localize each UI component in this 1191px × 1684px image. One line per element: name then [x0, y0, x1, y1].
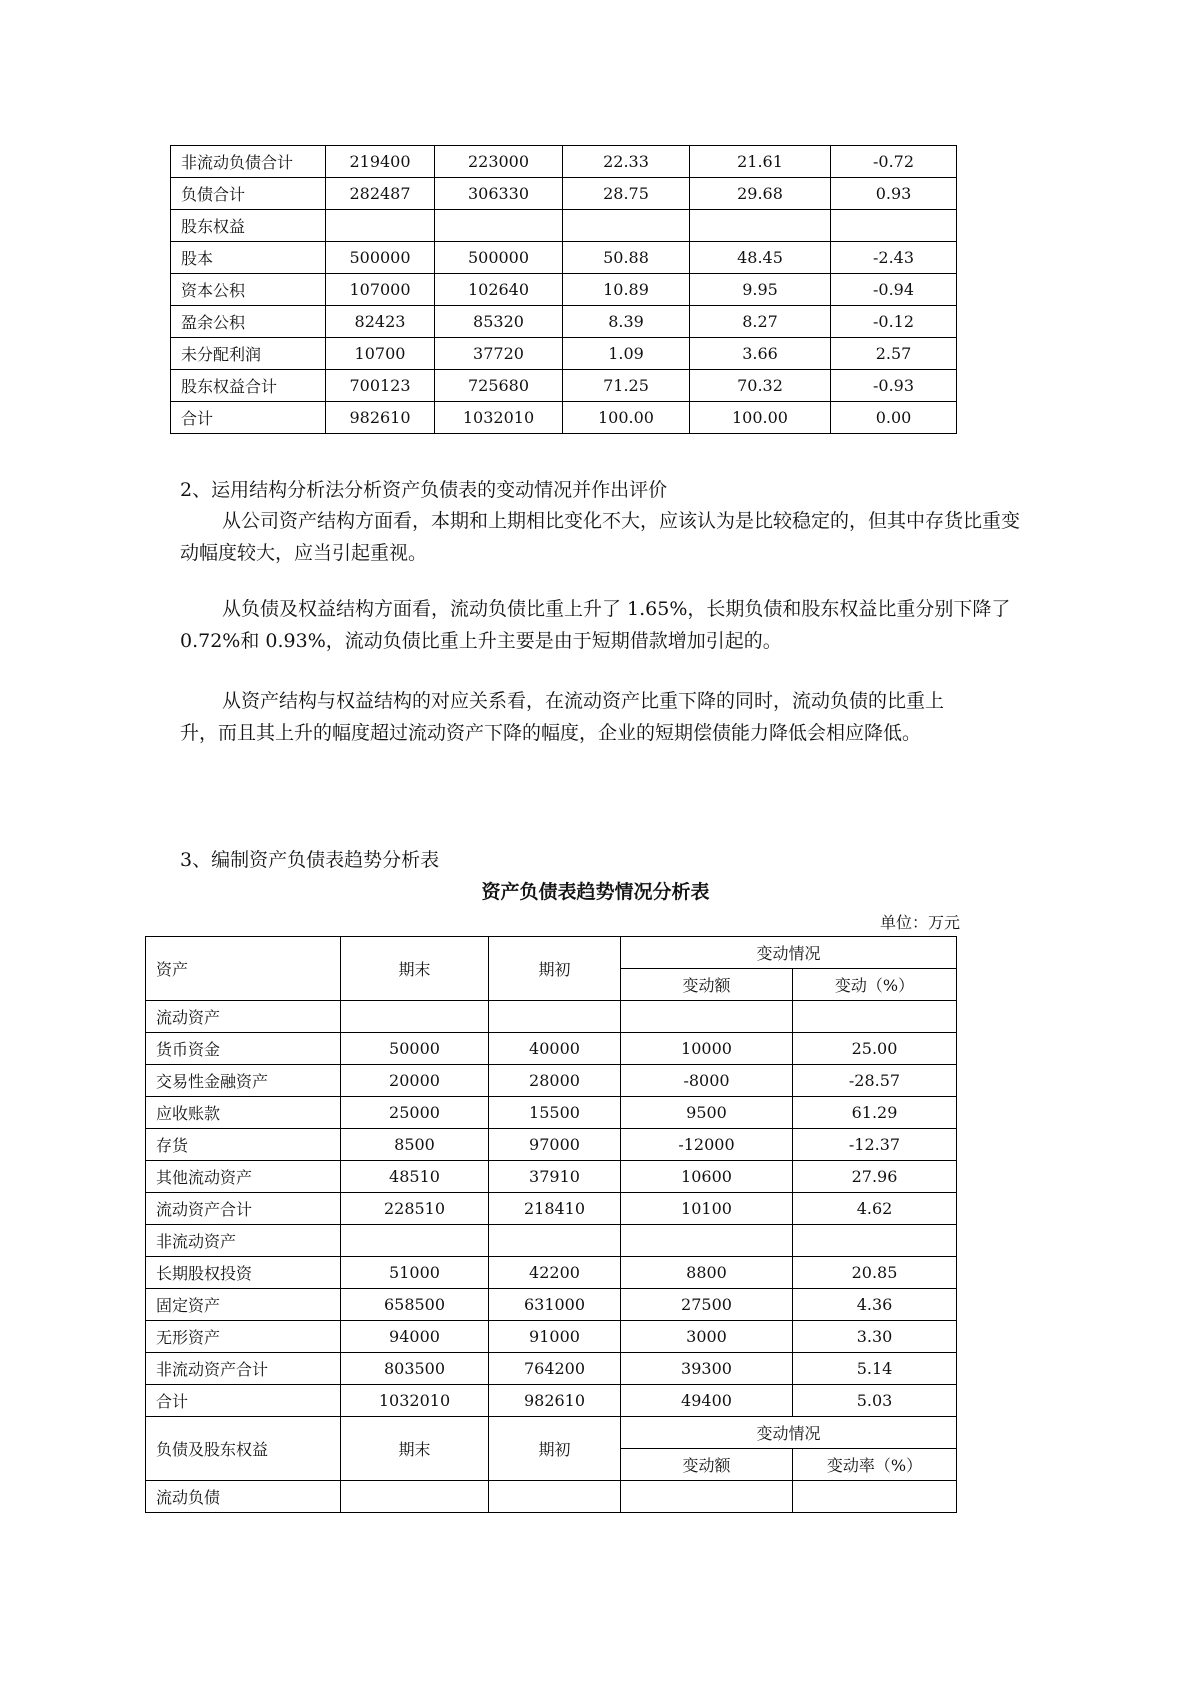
row-label: 非流动资产 — [146, 1225, 341, 1257]
table-row — [171, 402, 957, 434]
table-row — [146, 1097, 957, 1129]
cell-value — [489, 1001, 621, 1033]
cell-value: 102640 — [435, 274, 563, 306]
row-label: 长期股权投资 — [146, 1257, 341, 1289]
cell-value: 20.85 — [793, 1257, 957, 1289]
cell-value — [831, 210, 957, 242]
table-row — [171, 146, 957, 178]
cell-value: 22.33 — [563, 146, 690, 178]
cell-value: 48510 — [341, 1161, 489, 1193]
header-change-amount-2: 变动额 — [621, 1449, 793, 1481]
cell-value: 0.93 — [831, 178, 957, 210]
cell-value: -0.72 — [831, 146, 957, 178]
cell-value: 5.14 — [793, 1353, 957, 1385]
header-end-2: 期末 — [341, 1417, 489, 1481]
cell-value: 631000 — [489, 1289, 621, 1321]
cell-value: 21.61 — [690, 146, 831, 178]
row-label: 应收账款 — [146, 1097, 341, 1129]
cell-value: 10100 — [621, 1193, 793, 1225]
cell-value — [793, 1225, 957, 1257]
row-label: 合计 — [146, 1385, 341, 1417]
cell-value: 37910 — [489, 1161, 621, 1193]
table-row — [146, 1321, 957, 1353]
table-row — [146, 1161, 957, 1193]
header-begin-2: 期初 — [489, 1417, 621, 1481]
header-liabilities: 负债及股东权益 — [146, 1417, 341, 1481]
cell-value: 3.30 — [793, 1321, 957, 1353]
cell-value: 51000 — [341, 1257, 489, 1289]
cell-value: 218410 — [489, 1193, 621, 1225]
cell-value: 4.62 — [793, 1193, 957, 1225]
row-label: 非流动资产合计 — [146, 1353, 341, 1385]
cell-value: 4.36 — [793, 1289, 957, 1321]
cell-value: 500000 — [435, 242, 563, 274]
cell-value: 1.09 — [563, 338, 690, 370]
cell-value: 764200 — [489, 1353, 621, 1385]
cell-value — [563, 210, 690, 242]
cell-value — [621, 1225, 793, 1257]
header-change-rate-2: 变动率（%） — [793, 1449, 957, 1481]
cell-value: 5.03 — [793, 1385, 957, 1417]
cell-value: 107000 — [326, 274, 435, 306]
header-change-amount: 变动额 — [621, 969, 793, 1001]
cell-value: 97000 — [489, 1129, 621, 1161]
cell-value: 50.88 — [563, 242, 690, 274]
cell-value: 40000 — [489, 1033, 621, 1065]
row-label: 存货 — [146, 1129, 341, 1161]
cell-value: 658500 — [341, 1289, 489, 1321]
row-label: 其他流动资产 — [146, 1161, 341, 1193]
row-label: 股东权益 — [171, 210, 326, 242]
header-begin: 期初 — [489, 937, 621, 1001]
structure-table-continued — [170, 145, 957, 434]
cell-value: -0.93 — [831, 370, 957, 402]
cell-value: 228510 — [341, 1193, 489, 1225]
cell-value: 500000 — [326, 242, 435, 274]
cell-value: 9500 — [621, 1097, 793, 1129]
header-asset: 资产 — [146, 937, 341, 1001]
section-2-heading: 2、运用结构分析法分析资产负债表的变动情况并作出评价 — [180, 479, 668, 501]
cell-value: -0.12 — [831, 306, 957, 338]
table-row — [171, 370, 957, 402]
row-label: 流动负债 — [146, 1481, 341, 1513]
cell-value: 219400 — [326, 146, 435, 178]
cell-value: 48.45 — [690, 242, 831, 274]
header-change-group: 变动情况 — [621, 937, 957, 969]
row-label: 资本公积 — [171, 274, 326, 306]
cell-value: 3000 — [621, 1321, 793, 1353]
table-title: 资产负债表趋势情况分析表 — [481, 881, 710, 903]
paragraph-correspondence: 从资产结构与权益结构的对应关系看，在流动资产比重下降的同时，流动负债的比重上升，而且其上升的幅度超过流动资产下降的幅度，企业的短期偿债能力降低会相应降低。 — [180, 690, 945, 744]
table-row — [146, 1225, 957, 1257]
cell-value: 282487 — [326, 178, 435, 210]
cell-value — [793, 1001, 957, 1033]
cell-value — [690, 210, 831, 242]
cell-value: 982610 — [489, 1385, 621, 1417]
cell-value: 10.89 — [563, 274, 690, 306]
cell-value: 10600 — [621, 1161, 793, 1193]
cell-value: 82423 — [326, 306, 435, 338]
cell-value: -12000 — [621, 1129, 793, 1161]
section-3-heading: 3、编制资产负债表趋势分析表 — [180, 849, 440, 871]
table-row — [146, 1065, 957, 1097]
cell-value: 39300 — [621, 1353, 793, 1385]
cell-value: -2.43 — [831, 242, 957, 274]
cell-value: 8500 — [341, 1129, 489, 1161]
cell-value: 28000 — [489, 1065, 621, 1097]
row-label: 非流动负债合计 — [171, 146, 326, 178]
header-end: 期末 — [341, 937, 489, 1001]
cell-value: 1032010 — [341, 1385, 489, 1417]
cell-value: 94000 — [341, 1321, 489, 1353]
header-row-liabilities — [146, 1417, 957, 1449]
table-row — [146, 1289, 957, 1321]
cell-value: 700123 — [326, 370, 435, 402]
cell-value: 25.00 — [793, 1033, 957, 1065]
cell-value: 8.27 — [690, 306, 831, 338]
row-label: 合计 — [171, 402, 326, 434]
cell-value: 8800 — [621, 1257, 793, 1289]
header-row — [146, 937, 957, 969]
cell-value: 50000 — [341, 1033, 489, 1065]
cell-value: 803500 — [341, 1353, 489, 1385]
table-row — [171, 274, 957, 306]
paragraph-liability-structure: 从负债及权益结构方面看，流动负债比重上升了 1.65%，长期负债和股东权益比重分别下降了 0.72%和 0.93%，流动负债比重上升主要是由于短期借款增加引起的。 — [180, 598, 1011, 652]
cell-value: 27.96 — [793, 1161, 957, 1193]
row-label: 流动资产 — [146, 1001, 341, 1033]
row-label: 未分配利润 — [171, 338, 326, 370]
table-row — [146, 1481, 957, 1513]
cell-value: 223000 — [435, 146, 563, 178]
cell-value: 49400 — [621, 1385, 793, 1417]
table-row — [171, 338, 957, 370]
cell-value: 29.68 — [690, 178, 831, 210]
row-label: 交易性金融资产 — [146, 1065, 341, 1097]
cell-value: 25000 — [341, 1097, 489, 1129]
table-row — [146, 1257, 957, 1289]
table-row — [146, 1193, 957, 1225]
cell-value: 28.75 — [563, 178, 690, 210]
row-label: 流动资产合计 — [146, 1193, 341, 1225]
row-label: 无形资产 — [146, 1321, 341, 1353]
cell-value — [341, 1225, 489, 1257]
cell-value: 27500 — [621, 1289, 793, 1321]
row-label: 固定资产 — [146, 1289, 341, 1321]
cell-value: 982610 — [326, 402, 435, 434]
cell-value — [341, 1001, 489, 1033]
cell-value: 42200 — [489, 1257, 621, 1289]
cell-value: 100.00 — [690, 402, 831, 434]
cell-value — [341, 1481, 489, 1513]
cell-value: 61.29 — [793, 1097, 957, 1129]
cell-value: 306330 — [435, 178, 563, 210]
table-row — [146, 1129, 957, 1161]
cell-value — [793, 1481, 957, 1513]
cell-value: 9.95 — [690, 274, 831, 306]
cell-value — [435, 210, 563, 242]
cell-value: 91000 — [489, 1321, 621, 1353]
paragraph-asset-structure: 从公司资产结构方面看，本期和上期相比变化不大，应该认为是比较稳定的，但其中存货比重变动幅度较大，应当引起重视。 — [180, 510, 1021, 564]
cell-value: 0.00 — [831, 402, 957, 434]
trend-analysis-table — [145, 936, 957, 1513]
cell-value: 10700 — [326, 338, 435, 370]
table-row — [146, 1033, 957, 1065]
cell-value — [489, 1225, 621, 1257]
cell-value: -0.94 — [831, 274, 957, 306]
cell-value: 100.00 — [563, 402, 690, 434]
cell-value: -12.37 — [793, 1129, 957, 1161]
cell-value: 71.25 — [563, 370, 690, 402]
row-label: 股本 — [171, 242, 326, 274]
table-row — [146, 1385, 957, 1417]
cell-value: 1032010 — [435, 402, 563, 434]
row-label: 负债合计 — [171, 178, 326, 210]
cell-value: 3.66 — [690, 338, 831, 370]
cell-value: 2.57 — [831, 338, 957, 370]
cell-value: -28.57 — [793, 1065, 957, 1097]
header-change-percent: 变动（%） — [793, 969, 957, 1001]
table-row — [171, 242, 957, 274]
cell-value — [326, 210, 435, 242]
cell-value: 85320 — [435, 306, 563, 338]
cell-value: 37720 — [435, 338, 563, 370]
table-row — [171, 306, 957, 338]
cell-value — [621, 1481, 793, 1513]
cell-value: 15500 — [489, 1097, 621, 1129]
unit-label: 单位：万元 — [879, 913, 960, 932]
table-row — [171, 178, 957, 210]
table-row — [171, 210, 957, 242]
cell-value: 725680 — [435, 370, 563, 402]
row-label: 盈余公积 — [171, 306, 326, 338]
cell-value — [489, 1481, 621, 1513]
cell-value: 10000 — [621, 1033, 793, 1065]
cell-value: 20000 — [341, 1065, 489, 1097]
row-label: 货币资金 — [146, 1033, 341, 1065]
table-row — [146, 1353, 957, 1385]
table-row — [146, 1001, 957, 1033]
cell-value: -8000 — [621, 1065, 793, 1097]
cell-value — [621, 1001, 793, 1033]
header-change-group-2: 变动情况 — [621, 1417, 957, 1449]
cell-value: 8.39 — [563, 306, 690, 338]
cell-value: 70.32 — [690, 370, 831, 402]
row-label: 股东权益合计 — [171, 370, 326, 402]
